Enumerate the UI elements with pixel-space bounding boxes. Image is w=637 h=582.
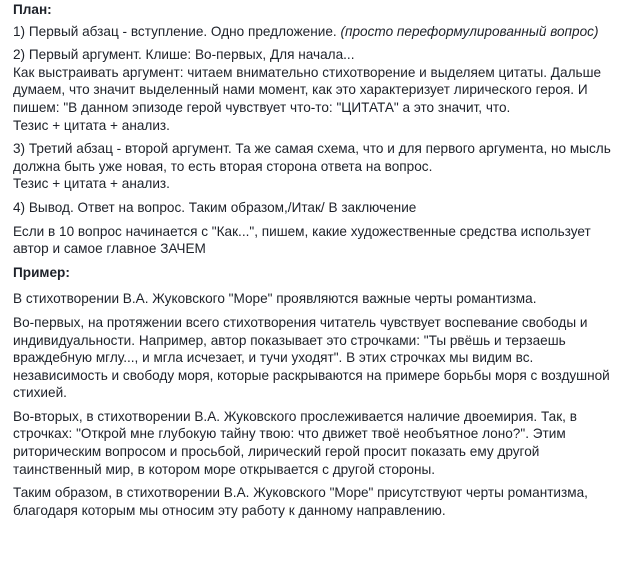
plan-step-2: [13, 46, 631, 134]
paragraph-line: пишем: "В данном эпизоде герой чувствует что-то: "ЦИТАТА" а это значит, что.: [13, 99, 511, 115]
plan-step-4: [13, 199, 631, 217]
paragraph-line: благодаря которым мы относим эту работу к данному направлению.: [13, 502, 446, 518]
paragraph-line: Тезис + цитата + анализ.: [13, 176, 170, 192]
paragraph-line: 2) Первый аргумент. Клише: Во-первых, Для начала...: [13, 47, 355, 63]
plan-heading: План:: [13, 2, 52, 17]
paragraph-line: автор и самое главное ЗАЧЕМ: [13, 241, 206, 257]
document-body: [13, 0, 631, 525]
plan-question-note: [13, 223, 631, 258]
paragraph-line: Во-вторых, в стихотворении В.А. Жуковского прослеживается наличие двоемирия. Так, в: [13, 408, 577, 424]
paragraph-line: Таким образом, в стихотворении В.А. Жуковского "Море" присутствуют черты романтизма,: [13, 485, 588, 501]
paragraph-line: 4) Вывод. Ответ на вопрос. Таким образом,/Итак/ В заключение: [13, 199, 417, 215]
paragraph-line: стихией.: [13, 385, 67, 401]
example-argument-2: [13, 408, 631, 478]
paragraph-line: индивидуальности. Например, автор показывает это строчками: "Ты рвёшь и терзаешь: [13, 332, 566, 348]
paragraph-line: должна быть уже новая, то есть вторая сторона ответа на вопрос.: [13, 158, 433, 174]
paragraph-line: строчках: "Открой мне глубокую тайну твою: что движет твоё необъятное лоно?". Этим: [13, 426, 566, 442]
paragraph-line: Если в 10 вопрос начинается с "Как...", пишем, какие художественные средства использует: [13, 223, 591, 239]
example-heading: Пример:: [13, 264, 70, 280]
plan-step-3: [13, 140, 631, 193]
example-conclusion: [13, 484, 631, 519]
paragraph-line: Во-первых, на протяжении всего стихотворения читатель чувствует воспевание свободы и: [13, 314, 588, 330]
paragraph-line: риторическим вопросом и просьбой, лирический герой просит показать ему другой: [13, 444, 540, 460]
example-argument-1: [13, 314, 631, 402]
paragraph-line: Как выстраивать аргумент: читаем внимательно стихотворение и выделяем цитаты. Дальше: [13, 64, 602, 80]
paragraph-line: 3) Третий абзац - второй аргумент. Та же самая схема, что и для первого аргумента, но мысль: [13, 141, 611, 157]
plan-step-1: [13, 23, 631, 41]
plan-step-1-note: (просто переформулированный вопрос): [340, 23, 599, 39]
paragraph-line: В стихотворении В.А. Жуковского "Море" проявляются важные черты романтизма.: [13, 291, 537, 307]
plan-step-1-text: 1) Первый абзац - вступление. Одно предложение.: [13, 23, 341, 39]
paragraph-line: независимость и свободу моря, которые раскрываются на примере борьбы моря с воздушной: [13, 367, 610, 383]
paragraph-line: Тезис + цитата + анализ.: [13, 117, 170, 133]
paragraph-line: враждебную мглу..., и мгла исчезает, и тучи уходят". В этих строчках мы видим вс.: [13, 350, 534, 366]
paragraph-line: думаем, что значит выделенный нами момент, как это характеризует лирического героя. И: [13, 82, 588, 98]
paragraph-line: таинственный мир, в котором море открывается с другой стороны.: [13, 461, 436, 477]
example-intro: [13, 290, 631, 308]
